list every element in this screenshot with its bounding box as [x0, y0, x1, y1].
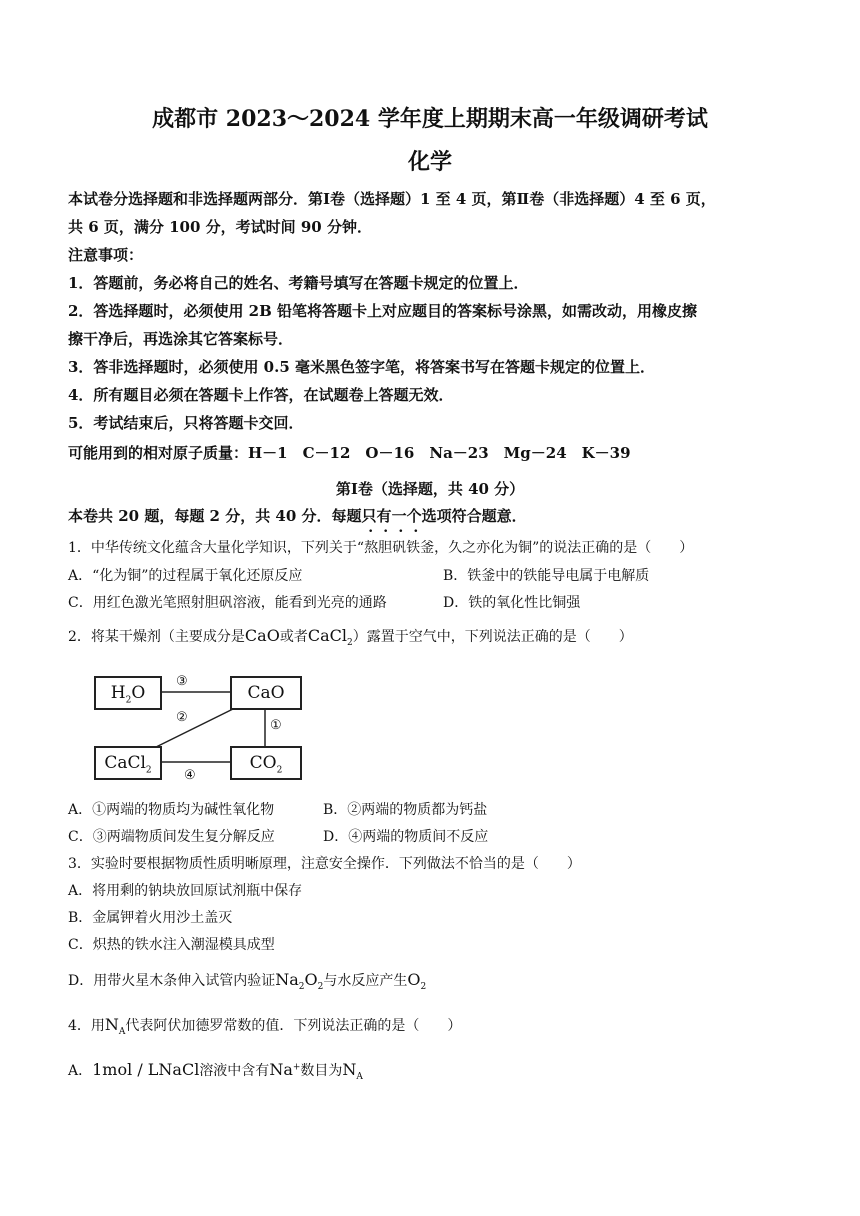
label-2: ② [176, 710, 188, 725]
section-desc-post: 选项符合题意． [421, 507, 527, 525]
q4-a-pre: A． [68, 1063, 93, 1079]
note-2-line-2: 擦干净后，再选涂其它答案标号． [68, 330, 294, 348]
cacl2-box [94, 746, 162, 780]
q3-option-b: B．金属钾着火用沙土盖灭 [68, 910, 233, 926]
q2-stem-pre: 2．将某干燥剂（主要成分是 [68, 629, 245, 645]
note-1: 1．答题前，务必将自己的姓名、考籍号填写在答题卡规定的位置上． [68, 274, 529, 292]
cao-box: CaO [230, 676, 302, 710]
note-5: 5．考试结束后，只将答题卡交回． [68, 414, 304, 432]
cacl2-sub: 2 [145, 765, 152, 776]
intro-line-2: 共 6 页，满分 100 分，考试时间 90 分钟． [68, 218, 372, 236]
cacl2-main: CaCl [104, 753, 146, 773]
emphasis-char: 一 [391, 507, 407, 525]
q3-option-d [68, 970, 426, 992]
q4-a-sup: + [292, 1062, 301, 1073]
h2o-h: H [110, 683, 126, 703]
section-title: 第Ⅰ卷（选择题，共 40 分） [335, 480, 525, 498]
q1-option-b: B．铁釜中的铁能导电属于电解质 [443, 568, 650, 584]
h2o-o: O [131, 683, 146, 703]
q4-a-mid: 溶液中含有 [199, 1063, 270, 1079]
q3-d-na: Na [275, 970, 299, 989]
h2o-box [94, 676, 162, 710]
substance-diagram [90, 672, 304, 784]
note-2-line-1: 2．答选择题时，必须使用 2B 铅笔将答题卡上对应题目的答案标号涂黑，如需改动，用橡皮擦 [68, 302, 698, 320]
q3-d-o2: O [407, 970, 421, 989]
notes-heading: 注意事项： [68, 246, 144, 264]
co2-main: CO [249, 753, 277, 773]
q1-option-d: D．铁的氧化性比铜强 [443, 595, 581, 611]
q3-d-pre: D．用带火星木条伸入试管内验证 [68, 973, 276, 989]
q4-a-n: N [342, 1060, 357, 1079]
q4-a-nsub: A [356, 1071, 363, 1082]
exam-title: 成都市 2023～2024 学年度上期期末高一年级调研考试 [152, 106, 708, 132]
q3-d-sub-a: 2 [298, 981, 305, 992]
q2-stem-post: ）露置于空气中，下列说法正确的是（ ） [352, 629, 633, 645]
q4-a-conc: 1mol / LNaCl [92, 1060, 200, 1079]
q3-d-sub-c: 2 [420, 981, 427, 992]
q4-stem-pre: 4．用 [68, 1018, 105, 1034]
q2-cacl: CaCl [307, 626, 347, 645]
section-desc-pre: 本卷共 20 题，每题 2 分，共 40 分．每题 [68, 507, 362, 525]
co2-sub: 2 [276, 765, 283, 776]
q1-option-a: A．“化为铜”的过程属于氧化还原反应 [68, 568, 303, 584]
note-4: 4．所有题目必须在答题卡上作答，在试题卷上答题无效． [68, 386, 454, 404]
q1-stem: 1．中华传统文化蕴含大量化学知识，下列关于“熬胆矾铁釜，久之亦化为铜”的说法正确的是（ ） [68, 540, 694, 556]
note-3: 3．答非选择题时，必须使用 0.5 毫米黑色签字笔，将答案书写在答题卡规定的位置上． [68, 358, 655, 376]
q4-n: N [104, 1015, 119, 1034]
co2-box [230, 746, 302, 780]
label-4: ④ [184, 768, 196, 783]
q2-or: 或者 [279, 629, 308, 645]
q4-stem-post: 代表阿伏加德罗常数的值．下列说法正确的是（ ） [125, 1018, 462, 1034]
q3-d-sub-b: 2 [317, 981, 324, 992]
q4-a-mid2: 数目为 [300, 1063, 343, 1079]
q4-stem [68, 1015, 461, 1037]
q3-stem: 3．实验时要根据物质性质明晰原理，注意安全操作．下列做法不恰当的是（ ） [68, 856, 581, 872]
q2-subscript: 2 [346, 637, 353, 648]
q1-option-c: C．用红色激光笔照射胆矾溶液，能看到光亮的通路 [68, 595, 387, 611]
q2-option-d: D．④两端的物质间不反应 [323, 829, 489, 845]
emphasis-char: 有 [376, 507, 392, 525]
q2-option-b: B．②两端的物质都为钙盐 [323, 802, 488, 818]
q4-option-a [68, 1060, 363, 1082]
q2-stem [68, 626, 633, 648]
q3-option-c: C．炽热的铁水注入潮湿模具成型 [68, 937, 275, 953]
q2-cao: CaO [244, 626, 280, 645]
subject-title: 化学 [407, 149, 452, 175]
q2-option-c: C．③两端物质间发生复分解反应 [68, 829, 275, 845]
h2o-sub: 2 [125, 695, 132, 706]
q3-option-a: A．将用剩的钠块放回原试剂瓶中保存 [68, 883, 303, 899]
q4-n-sub: A [118, 1026, 126, 1037]
label-3: ③ [176, 674, 188, 689]
label-1: ① [270, 718, 282, 733]
q3-d-mid: 与水反应产生 [323, 973, 408, 989]
atomic-mass-line: 可能用到的相对原子质量：H－1 C－12 O－16 Na－23 Mg－24 K－39 [68, 444, 631, 462]
emphasis-char: 只 [361, 507, 377, 525]
section-description [68, 505, 527, 526]
q2-option-a: A．①两端的物质均为碱性氧化物 [68, 802, 275, 818]
q3-d-o: O [304, 970, 318, 989]
intro-line-1: 本试卷分选择题和非选择题两部分．第Ⅰ卷（选择题）1 至 4 页，第Ⅱ卷（非选择题）4 至 6 页， [68, 190, 716, 208]
line-2 [150, 708, 235, 750]
emphasis-char: 个 [406, 507, 422, 525]
q4-a-na: Na [269, 1060, 293, 1079]
